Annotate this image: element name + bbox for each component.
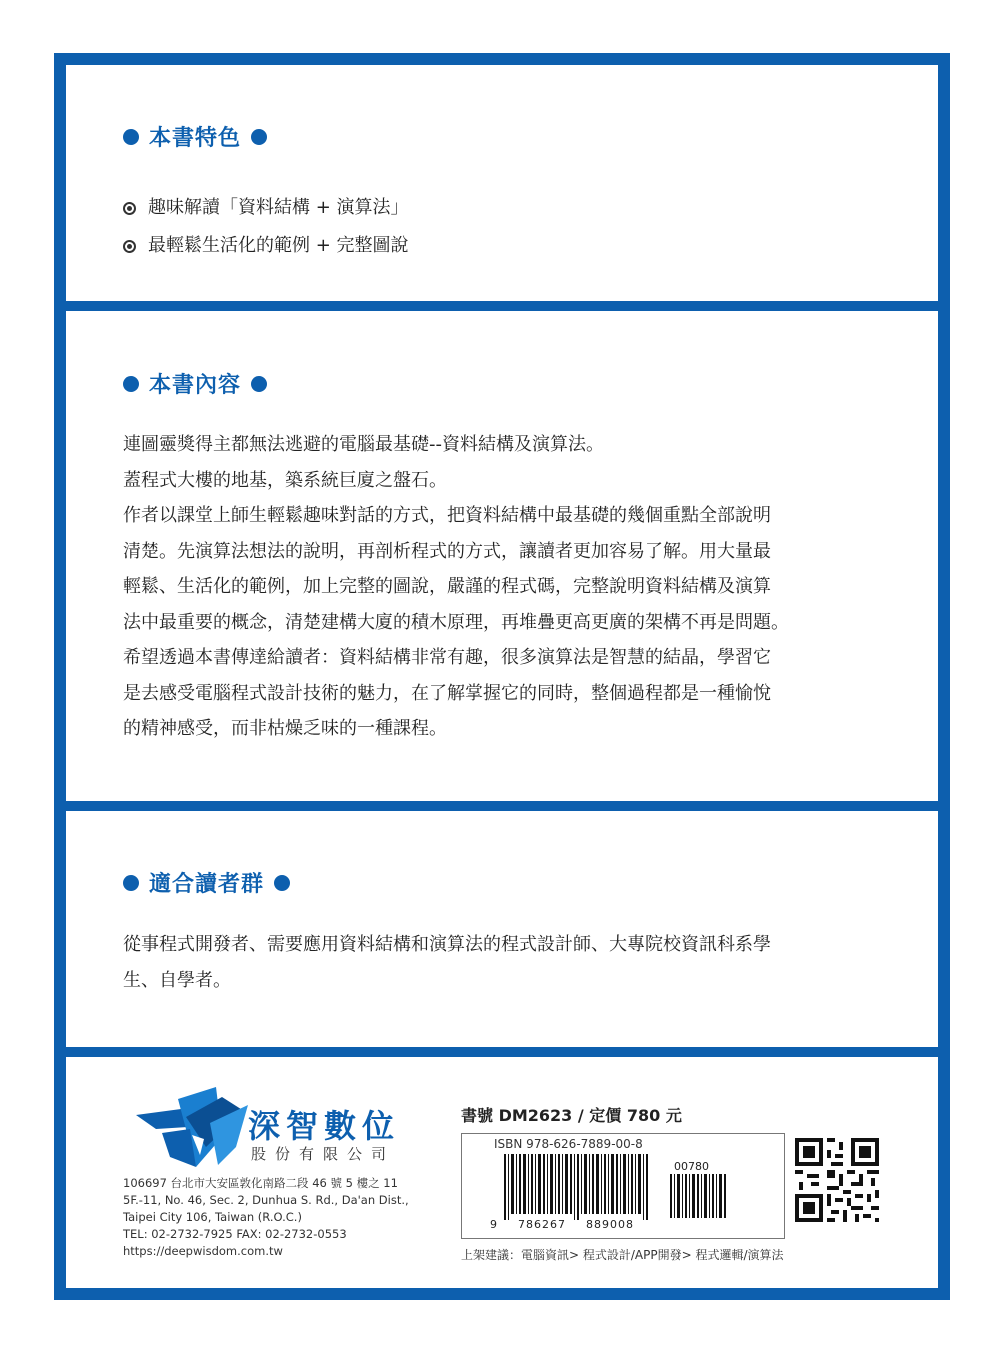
bullet-dot-icon [251,129,267,145]
price-code: 00780 [674,1160,709,1173]
publisher-subtitle: 股份有限公司 [251,1145,396,1163]
shelf-suggestion: 上架建議：電腦資訊> 程式設計/APP開發> 程式邏輯/演算法 [461,1248,784,1262]
features-heading: 本書特色 [123,121,267,152]
audience-text: 從事程式開發者、需要應用資料結構和演算法的程式設計師、大專院校資訊科系學 生、自學者。 [123,934,771,991]
feature-item: 趣味解讀「資料結構 + 演算法」 [123,189,409,227]
isbn-label: ISBN 978-626-7889-00-8 [494,1137,643,1151]
content-panel [66,311,938,801]
double-circle-icon [123,202,136,215]
bullet-dot-icon [123,875,139,891]
feature-item: 最輕鬆生活化的範例 + 完整圖說 [123,227,409,265]
features-panel [66,65,938,301]
barcode: ISBN 978-626-7889-00-8 00780 9 786267 889008 [461,1133,785,1239]
qr-code-icon [791,1134,883,1226]
audience-panel [66,811,938,1047]
content-heading: 本書內容 [123,368,267,399]
bullet-dot-icon [123,129,139,145]
bullet-dot-icon [274,875,290,891]
publisher-address: 106697 台北市大安區敦化南路二段 46 號 5 樓之 11 5F.-11, No. 46, Sec. 2, Dunhua S. Rd., Da'an Dist., Taipei City 106, Taiwan (R.O.C.) TEL: 02-2732-7925 FAX: 02-2732-0553 https://deepwisdom.com.tw [123,1176,409,1258]
publisher-logo-icon [126,1077,266,1177]
audience-heading: 適合讀者群 [123,867,290,898]
bullet-dot-icon [123,376,139,392]
content-text: 連圖靈獎得主都無法逃避的電腦最基礎--資料結構及演算法。 蓋程式大樓的地基，築系統巨廈之盤石。 作者以課堂上師生輕鬆趣味對話的方式，把資料結構中最基礎的幾個重點全部說明 清楚。先演算法想法的說明，再剖析程式的方式，讓讀者更加容易了解。用大量最 輕鬆、生活化的範例，加上完整的圖說，嚴謹的程式碼，完整說明資料結構及演算 法中最重要的概念，清楚建構大廈的積木原理，再堆疊更高更廣的架構不再是問題。 希望透過本書傳達給讀者：資料結構非常有趣，很多演算法是智慧的結晶，學習它 是去感受電腦程式設計技術的魅力，在了解掌握它的同時，整個過程都是一種愉悅 的精神感受，而非枯燥乏味的一種課程。 [123,434,789,739]
publisher-name: 深智數位 [248,1107,401,1145]
bullet-dot-icon [251,376,267,392]
cover-frame [54,53,950,1300]
double-circle-icon [123,240,136,253]
publisher-panel [66,1057,938,1288]
features-list [123,189,409,265]
book-number-price: 書號 DM2623 / 定價 780 元 [461,1106,682,1125]
